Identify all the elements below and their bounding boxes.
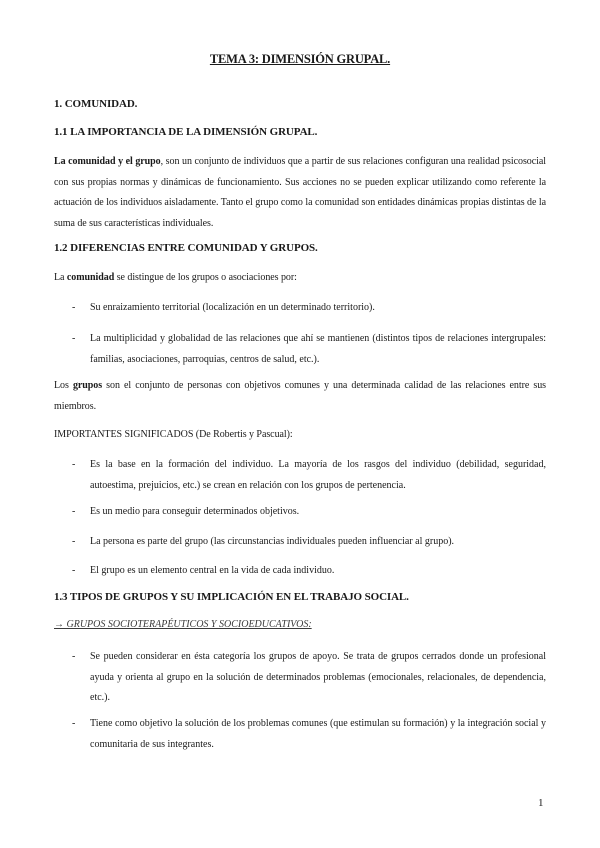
bullet-dash: -	[72, 536, 76, 547]
page-number: 1	[538, 797, 544, 809]
list-item: Su enraizamiento territorial (localización en un determinado territorio).	[90, 302, 375, 313]
list-item: La multiplicidad y globalidad de las relaciones que ahí se mantienen (distintos tipos de relaciones intergrupales: familias, asociaciones, parroquias, centros de salud, etc.).	[90, 333, 546, 365]
term-grupos: grupos	[72, 380, 103, 391]
heading-importancia: 1.1 LA IMPORTANCIA DE LA DIMENSIÓN GRUPAL.	[54, 126, 318, 138]
heading-tipos-grupos: 1.3 TIPOS DE GRUPOS Y SU IMPLICACIÓN EN EL TRABAJO SOCIAL.	[54, 591, 409, 603]
bullet-dash: -	[72, 506, 76, 517]
heading-comunidad: 1. COMUNIDAD.	[54, 98, 138, 110]
paragraph-text: Los	[54, 380, 73, 391]
paragraph-text: La	[54, 272, 67, 283]
subheading-socioterapeuticos: → GRUPOS SOCIOTERAPÉUTICOS Y SOCIOEDUCATIVOS:	[54, 619, 312, 630]
paragraph-text: , son un conjunto de individuos que a partir de sus relaciones configuran una realidad psicosocial con sus propias normas y dinámicas de funcionamiento. Sus acciones no se pueden explicar utilizando como referente la actuación de los individuos aisladamente. Tanto el grupo como la comunidad son entidades dinámicas propias distintas de la suma de sus características individuales.	[54, 156, 546, 229]
heading-diferencias: 1.2 DIFERENCIAS ENTRE COMUNIDAD Y GRUPOS.	[54, 242, 318, 254]
paragraph-significados: IMPORTANTES SIGNIFICADOS (De Robertis y Pascual):	[54, 429, 293, 440]
list-item: Es la base en la formación del individuo. La mayoría de los rasgos del individuo (debilidad, seguridad, autoestima, prejuicios, etc.) se crean en relación con los grupos de pertenencia.	[90, 459, 546, 491]
term-comunidad: comunidad	[66, 272, 115, 283]
list-item: Se pueden considerar en ésta categoría los grupos de apoyo. Se trata de grupos cerrados donde un profesional ayuda y orienta al grupo en la solución de determinados problemas (emocionales, relacionales, de dependencia, etc.).	[90, 651, 546, 703]
bullet-dash: -	[72, 565, 76, 576]
bullet-dash: -	[72, 718, 76, 729]
bullet-dash: -	[72, 302, 76, 313]
paragraph-text: son el conjunto de personas con objetivos comunes y una determinada calidad de las relaciones entre sus miembros.	[54, 380, 546, 412]
list-item: El grupo es un elemento central en la vida de cada individuo.	[90, 565, 335, 576]
bullet-dash: -	[72, 651, 76, 662]
paragraph-grupos	[54, 376, 546, 417]
paragraph-comunidad-grupo	[54, 152, 546, 234]
paragraph-comunidad-distingue	[54, 268, 546, 289]
term-comunidad-grupo: La comunidad y el grupo	[54, 156, 161, 167]
page-title: TEMA 3: DIMENSIÓN GRUPAL.	[209, 52, 391, 66]
list-item: Tiene como objetivo la solución de los problemas comunes (que estimulan su formación) y la integración social y comunitaria de sus integrantes.	[90, 718, 546, 750]
paragraph-text: se distingue de los grupos o asociaciones por:	[114, 272, 297, 283]
list-item: La persona es parte del grupo (las circunstancias individuales pueden influenciar al grupo).	[90, 536, 455, 547]
bullet-dash: -	[72, 459, 76, 470]
bullet-dash: -	[72, 333, 76, 344]
list-item: Es un medio para conseguir determinados objetivos.	[90, 506, 300, 517]
